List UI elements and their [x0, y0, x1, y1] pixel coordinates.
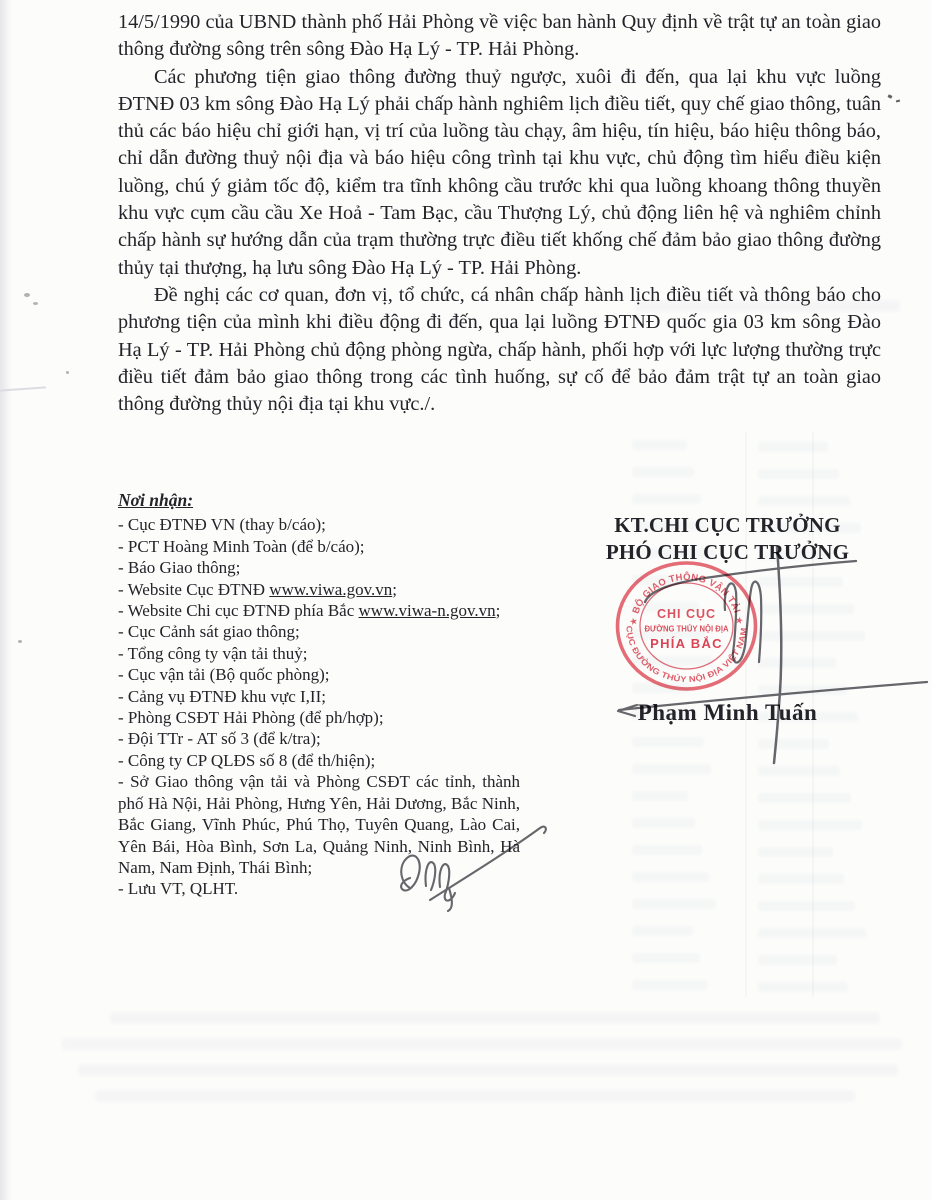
bleedthrough-line — [758, 442, 828, 452]
body-paragraph: Các phương tiện giao thông đường thuỷ ngược, xuôi đi đến, qua lại khu vực luồng ĐTNĐ 03 km sông Đào Hạ Lý phải chấp hành nghiêm lịch điều tiết, quy chế giao thông, tuân thủ các báo hiệu chỉ giới hạn, vị trí của luồng tàu chạy, âm hiệu, tín hiệu, báo hiệu thông báo, chỉ dẫn đường thuỷ nội địa và báo hiệu công trình tại khu vực, chủ động tìm hiểu điều kiện luồng, chú ý giảm tốc độ, kiểm tra tĩnh không cầu trước khi qua luồng khoang thông thuyền khu vực cụm cầu cầu Xe Hoả - Tam Bạc, cầu Thượng Lý, chủ động liên hệ và nghiêm chỉnh chấp hành sự hướng dẫn của trạm thường trực điều tiết khống chế đảm bảo giao thông đường thủy tại thượng, hạ lưu sông Đào Hạ Lý - TP. Hải Phòng. — [118, 65, 881, 279]
recipient-text: ; — [495, 601, 501, 621]
bleedthrough-line — [632, 440, 687, 450]
bleedthrough-line — [110, 1012, 880, 1024]
bleedthrough-line — [758, 820, 862, 830]
recipient-item: - PCT Hoàng Minh Toàn (để b/cáo); — [118, 536, 365, 556]
scan-speck — [33, 302, 38, 305]
signoff-title-line1: KT.CHI CỤC TRƯỞNG — [614, 513, 841, 537]
bleedthrough-line — [632, 818, 695, 828]
bleedthrough-line — [758, 928, 866, 938]
body-paragraph: Đề nghị các cơ quan, đơn vị, tổ chức, cá nhân chấp hành lịch điều tiết và thông báo cho phương tiện của mình khi điều động đi đến, qua lại luồng ĐTNĐ quốc gia 03 km sông Đào Hạ Lý - TP. Hải Phòng chủ động phòng ngừa, chấp hành, phối hợp với lực lượng thường trực điều tiết đảm bảo giao thông trong các tình huống, sự cố để bảo đảm trật tự an toàn giao thông đường thủy nội địa tại khu vực./. — [118, 283, 881, 416]
bleedthrough-line — [758, 982, 848, 992]
bleedthrough-line — [632, 926, 693, 936]
bleedthrough-line — [632, 845, 702, 855]
scan-speck — [888, 94, 893, 98]
stamp-arc-top: ★ BỘ GIAO THÔNG VẬN TẢI ★ — [628, 571, 745, 627]
recipient-item — [118, 600, 522, 621]
recipient-item: - Đội TTr - AT số 3 (để k/tra); — [118, 729, 321, 749]
scan-speck — [896, 100, 900, 103]
signoff-title-line2: PHÓ CHI CỤC TRƯỞNG — [605, 540, 850, 564]
recipient-text: ; — [392, 579, 397, 599]
bleedthrough-line — [632, 791, 688, 801]
recipient-item: - Cục Cảnh sát giao thông; — [118, 622, 300, 642]
stamp-center-line1: CHI CỤC — [656, 607, 717, 621]
bleedthrough-line — [62, 1038, 902, 1050]
bleedthrough-line — [78, 1064, 898, 1076]
scan-speck — [24, 293, 30, 297]
recipients-heading: Nơi nhận: — [118, 490, 194, 510]
bleedthrough-line — [632, 467, 694, 477]
bleedthrough-line — [632, 980, 707, 990]
recipient-text: - Website Cục ĐTNĐ — [118, 579, 270, 599]
recipient-item: - Cục ĐTNĐ VN (thay b/cáo); — [118, 515, 326, 535]
bleedthrough-line — [632, 953, 700, 963]
body-text — [118, 9, 881, 418]
bleedthrough-line — [758, 469, 839, 479]
scan-speck — [18, 640, 22, 643]
recipient-url: www.viwa-n.gov.vn — [358, 601, 496, 621]
recipient-item: - Công ty CP QLĐS số 8 (để th/hiện); — [118, 750, 376, 770]
bleedthrough-line — [758, 793, 851, 803]
recipient-item: - Cục vận tải (Bộ quốc phòng); — [118, 665, 330, 685]
recipient-item: - Báo Giao thông; — [118, 558, 241, 578]
recipient-url: www.viwa.gov.vn — [269, 579, 393, 599]
stamp-arc-bottom: CỤC ĐƯỜNG THỦY NỘI ĐỊA VIỆT NAM — [624, 625, 749, 685]
recipient-item: - Phòng CSĐT Hải Phòng (để ph/hợp); — [118, 708, 384, 728]
recipient-item: - Cảng vụ ĐTNĐ khu vực I,II; — [118, 686, 326, 706]
recipient-item — [118, 579, 522, 600]
recipient-item: - Lưu VT, QLHT. — [118, 879, 239, 899]
bleedthrough-line — [758, 874, 844, 884]
scan-speck — [66, 371, 69, 374]
bleedthrough-line — [758, 901, 855, 911]
signer-name: Phạm Minh Tuấn — [637, 700, 818, 725]
stamp-center-line2: ĐƯỜNG THỦY NỘI ĐỊA — [644, 623, 736, 634]
scan-edge-shadow — [0, 0, 12, 1200]
recipient-item: - Tổng công ty vận tải thuỷ; — [118, 643, 308, 663]
bleedthrough-line — [758, 847, 833, 857]
bleedthrough-line — [632, 494, 701, 504]
recipient-item: - Sở Giao thông vận tải và Phòng CSĐT các tỉnh, thành phố Hà Nội, Hải Phòng, Hưng Yên, Hải Dương, Bắc Ninh, Bắc Giang, Vĩnh Phúc, Phú Thọ, Tuyên Quang, Lào Cai, Yên Bái, Hòa Bình, Sơn La, Quảng Ninh, Ninh Bình, Hà Nam, Nam Định, Thái Bình; — [118, 772, 520, 877]
handwritten-signature — [555, 530, 932, 790]
bleedthrough-line — [758, 955, 837, 965]
recipient-text: - Website Chi cục ĐTNĐ phía Bắc — [118, 601, 359, 621]
body-paragraph: 14/5/1990 của UBND thành phố Hải Phòng về việc ban hành Quy định về trật tự an toàn giao thông đường sông trên sông Đào Hạ Lý - TP. Hải Phòng. — [118, 11, 881, 61]
bleedthrough-line — [632, 872, 709, 882]
bleedthrough-line — [632, 899, 716, 909]
stamp-center-line3: PHÍA BẮC — [650, 636, 723, 651]
bleedthrough-line — [758, 496, 850, 506]
bleedthrough-line — [95, 1090, 855, 1102]
handwritten-initials — [360, 790, 580, 930]
